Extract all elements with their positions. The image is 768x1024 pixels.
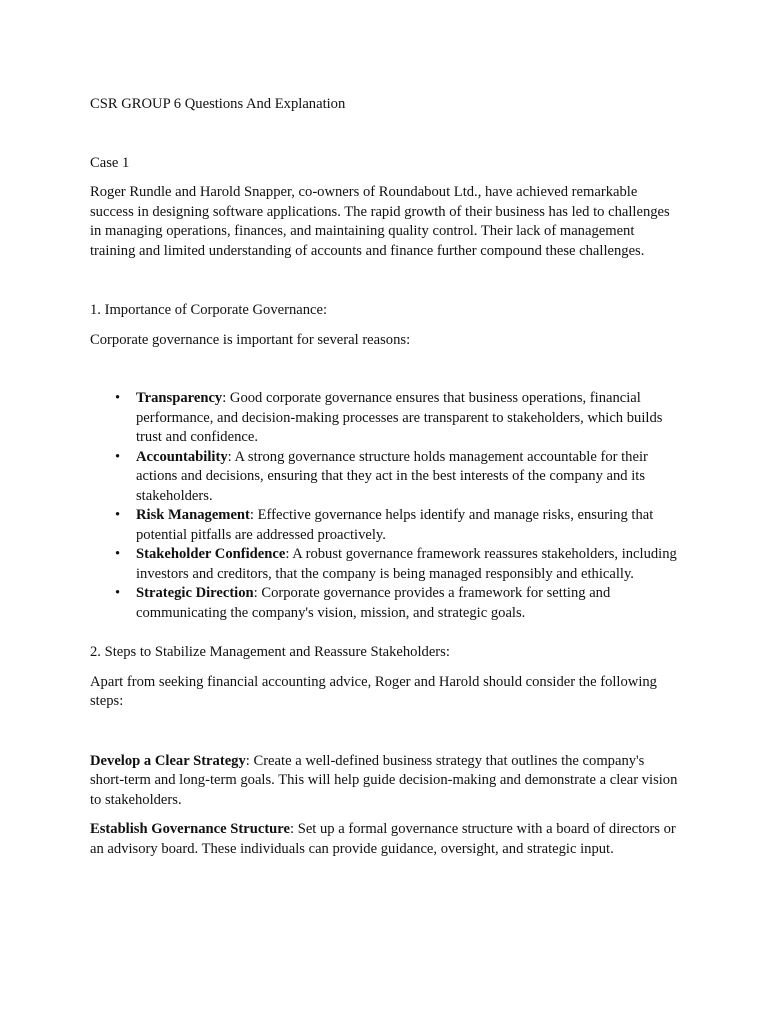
case-label: Case 1 (90, 154, 130, 171)
steps-list (90, 752, 680, 860)
section-1-intro: Corporate governance is important for several reasons: (90, 331, 411, 348)
bullet-icon: • (115, 585, 121, 601)
bullet-text: : A strong governance structure holds management accountable for their actions and decisions, ensuring that they act in the best interests of the company and its stakeholders. (136, 448, 648, 504)
list-item (115, 448, 680, 507)
bullet-term: Strategic Direction (136, 585, 254, 601)
section-1-heading: 1. Importance of Corporate Governance: (90, 302, 328, 318)
document-title: CSR GROUP 6 Questions And Explanation (90, 96, 346, 112)
list-item (115, 389, 680, 448)
bullet-term: Accountability (136, 448, 228, 465)
section-2-intro: Apart from seeking financial accounting advice, Roger and Harold should consider the following steps: (90, 673, 657, 709)
list-item (115, 584, 680, 623)
bullet-text: : Effective governance helps identify and manage risks, ensuring that potential pitfalls are addressed proactively. (136, 507, 654, 543)
bullet-icon: • (115, 507, 121, 523)
list-item (115, 506, 680, 545)
bullet-term: Risk Management (136, 507, 250, 523)
step-term: Establish Governance Structure (90, 821, 290, 837)
bullet-icon: • (115, 448, 121, 465)
list-item (115, 545, 680, 584)
bullet-text: : Corporate governance provides a framework for setting and communicating the company's vision, mission, and strategic goals. (136, 585, 611, 621)
bullet-term: Transparency (136, 390, 223, 406)
bullet-term: Stakeholder Confidence (136, 546, 286, 562)
case-paragraph: Roger Rundle and Harold Snapper, co-owners of Roundabout Ltd., have achieved remarkable success in designing software applications. The rapid growth of their business has led to challenges in managing operations, finances, and maintaining quality control. Their lack of management training and limited understanding of accounts and finance further compound these challenges. (90, 184, 670, 259)
bullet-icon: • (115, 546, 121, 562)
bullet-icon: • (115, 390, 121, 406)
step-text: : Create a well-defined business strategy that outlines the company's short-term and long-term goals. This will help guide decision-making and demonstrate a clear vision to stakeholders. (90, 752, 678, 808)
governance-reasons-list (90, 389, 680, 623)
bullet-text: : A robust governance framework reassures stakeholders, including investors and creditors, that the company is being managed responsibly and ethically. (136, 546, 677, 582)
step-term: Develop a Clear Strategy (90, 752, 246, 769)
step-text: : Set up a formal governance structure with a board of directors or an advisory board. These individuals can provide guidance, oversight, and strategic input. (90, 821, 676, 857)
list-item (90, 752, 680, 811)
list-item (90, 820, 680, 859)
bullet-text: : Good corporate governance ensures that business operations, financial performance, and decision-making processes are transparent to stakeholders, which builds trust and confidence. (136, 390, 663, 445)
section-2-heading: 2. Steps to Stabilize Management and Reassure Stakeholders: (90, 644, 450, 660)
